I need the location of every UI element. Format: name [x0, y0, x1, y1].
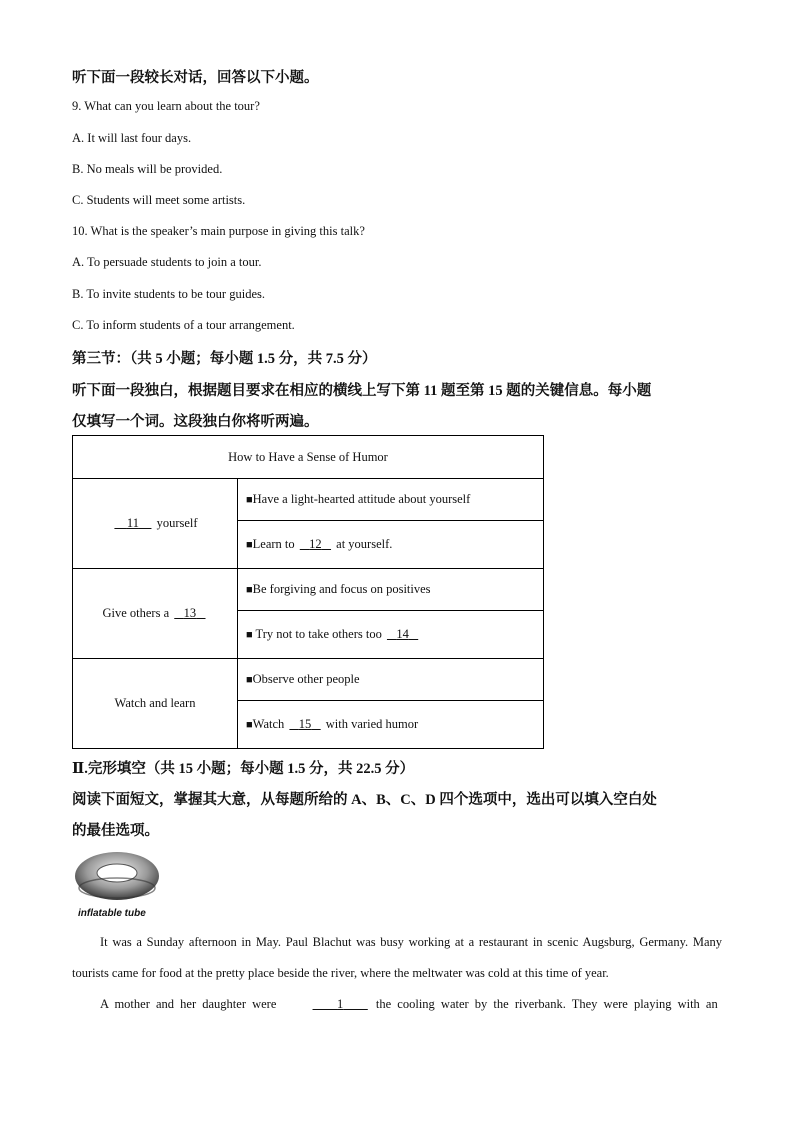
blank-13[interactable]: 13 [183, 606, 197, 620]
bullet-icon: ■ [246, 494, 253, 506]
passage-paragraph-2: A mother and her daughter were 1 the cooling water by the riverbank. They were playing with an [72, 989, 722, 1020]
blank-12[interactable]: 12 [309, 537, 322, 551]
table-item: ■Be forgiving and focus on positives [238, 569, 544, 611]
table-title: How to Have a Sense of Humor [73, 436, 544, 479]
table-category-1: 11 yourself [73, 479, 238, 569]
bullet-icon: ■ [246, 674, 253, 686]
bullet-icon: ■ [246, 584, 253, 596]
bullet-icon: ■ [246, 629, 253, 641]
bullet-icon: ■ [246, 539, 253, 551]
q10-option-c: C. To inform students of a tour arrangement. [72, 318, 295, 332]
table-category-2: Give others a 13 [73, 569, 238, 659]
bullet-icon: ■ [246, 719, 253, 731]
q10-option-b: B. To invite students to be tour guides. [72, 287, 265, 301]
section3-instruction-1: 听下面一段独白，根据题目要求在相应的横线上写下第 11 题至第 15 题的关键信息。每小题 [72, 383, 652, 399]
table-category-3: Watch and learn [73, 659, 238, 749]
section-intro: 听下面一段较长对话，回答以下小题。 [72, 70, 319, 86]
part2-instruction-2: 的最佳选项。 [72, 823, 159, 839]
q9-option-b: B. No meals will be provided. [72, 162, 223, 176]
section3-heading: 第三节：（共 5 小题；每小题 1.5 分，共 7.5 分） [72, 351, 377, 367]
section3-instruction-2: 仅填写一个词。这段独白你将听两遍。 [72, 414, 319, 430]
table-item: ■Watch 15 with varied humor [238, 701, 544, 749]
humor-table [72, 435, 544, 749]
table-item: ■Observe other people [238, 659, 544, 701]
image-caption: inflatable tube [78, 908, 146, 919]
part2-instruction-1: 阅读下面短文，掌握其大意，从每题所给的 A、B、C、D 四个选项中，选出可以填入空白处 [72, 792, 657, 808]
blank-14[interactable]: 14 [396, 627, 409, 641]
table-item: ■Learn to 12 at yourself. [238, 521, 544, 569]
q9-option-a: A. It will last four days. [72, 131, 192, 145]
blank-11[interactable]: 11 [126, 516, 139, 530]
question-9: 9. What can you learn about the tour? [72, 99, 260, 113]
passage-paragraph-1: It was a Sunday afternoon in May. Paul Blachut was busy working at a restaurant in scenic Augsburg, Germany. Many tourists came for food at the pretty place beside the river, where the meltwater was cold at this time of year. [72, 935, 722, 980]
blank-15[interactable]: 15 [298, 717, 312, 731]
table-item: ■ Try not to take others too 14 [238, 611, 544, 659]
q9-option-c: C. Students will meet some artists. [72, 193, 246, 207]
q10-option-a: A. To persuade students to join a tour. [72, 255, 262, 269]
part2-heading: Ⅱ.完形填空（共 15 小题；每小题 1.5 分，共 22.5 分） [72, 761, 415, 777]
question-10: 10. What is the speaker’s main purpose in giving this talk? [72, 224, 365, 238]
blank-1[interactable]: 1 [337, 997, 344, 1011]
table-item: ■Have a light-hearted attitude about yourself [238, 479, 544, 521]
